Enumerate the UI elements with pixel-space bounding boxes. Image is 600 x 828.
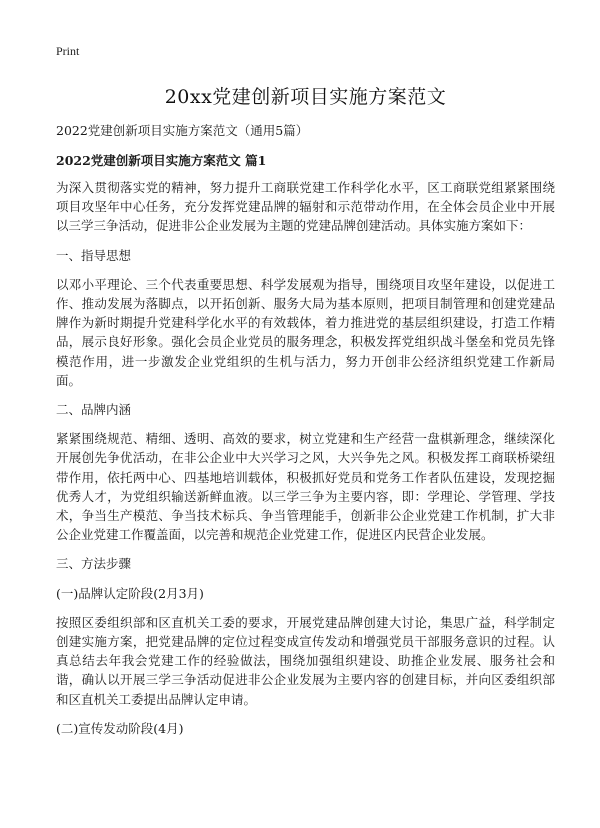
document-title: 20xx党建创新项目实施方案范文 xyxy=(164,86,447,108)
print-link[interactable]: Print xyxy=(56,44,80,58)
guiding-ideology-paragraph: 以邓小平理论、三个代表重要思想、科学发展观为指导，围绕项目攻坚年建设，以促进工作、推动发展为落脚点，以开拓创新、服务大局为基本原则，把项目制管理和创建党建品牌作为新时期提升党建科学化水平的有效载体，着力推进党的基层组织建设，打造工作精品，展示良好形象。强化会员企业党员的服务理念，积极发挥党组织战斗堡垒和党员先锋模范作用，进一步激发企业党组织的生机与活力，努力开创非公经济组织党建工作新局面。 xyxy=(56,276,555,388)
brand-recognition-paragraph: 按照区委组织部和区直机关工委的要求，开展党建品牌创建大讨论，集思广益，科学制定创建实施方案，把党建品牌的定位过程变成宣传发动和增强党员干部服务意识的过程。认真总结去年我会党建工作的经验做法，围绕加强组织建设、助推企业发展、服务社会和谐，确认以开展三学三争活动促进非公企业发展为主要内容的创建目标，并向区委组织部和区直机关工委提出品牌认定申请。 xyxy=(56,614,555,707)
subheading-publicity-stage: (二)宣传发动阶段(4月) xyxy=(56,720,184,736)
heading-brand-connotation: 二、品牌内涵 xyxy=(56,402,132,418)
heading-method-steps: 三、方法步骤 xyxy=(56,556,132,572)
brand-connotation-paragraph: 紧紧围绕规范、精细、透明、高效的要求，树立党建和生产经营一盘棋新理念，继续深化开展创先争优活动，在非公企业中大兴学习之风，大兴争先之风。积极发挥工商联桥梁纽带作用，依托两中心、四基地培训载体，积极抓好党员和党务工作者队伍建设，发现挖掘优秀人才，为党组织输送新鲜血液。以三学三争为主要内容，即：学理论、学管理、学技术，争当生产模范、争当技术标兵、争当管理能手，创新非公企业党建工作机制，扩大非公企业党建工作覆盖面，以完善和规范企业党建工作，促进区内民营企业发展。 xyxy=(56,431,555,543)
document-subtitle: 2022党建创新项目实施方案范文（通用5篇） xyxy=(56,123,309,138)
intro-paragraph: 为深入贯彻落实党的精神，努力提升工商联党建工作科学化水平，区工商联党组紧紧围绕项目攻坚年中心任务，充分发挥党建品牌的辐射和示范带动作用，在全体会员企业中开展以三学三争活动，促进非公企业发展为主题的党建品牌创建活动。具体实施方案如下： xyxy=(56,180,555,234)
heading-guiding-ideology: 一、指导思想 xyxy=(56,247,132,263)
section-title: 2022党建创新项目实施方案范文 篇1 xyxy=(56,153,267,168)
subheading-brand-recognition: (一)品牌认定阶段(2月3月) xyxy=(56,585,204,601)
document-body xyxy=(56,178,555,748)
